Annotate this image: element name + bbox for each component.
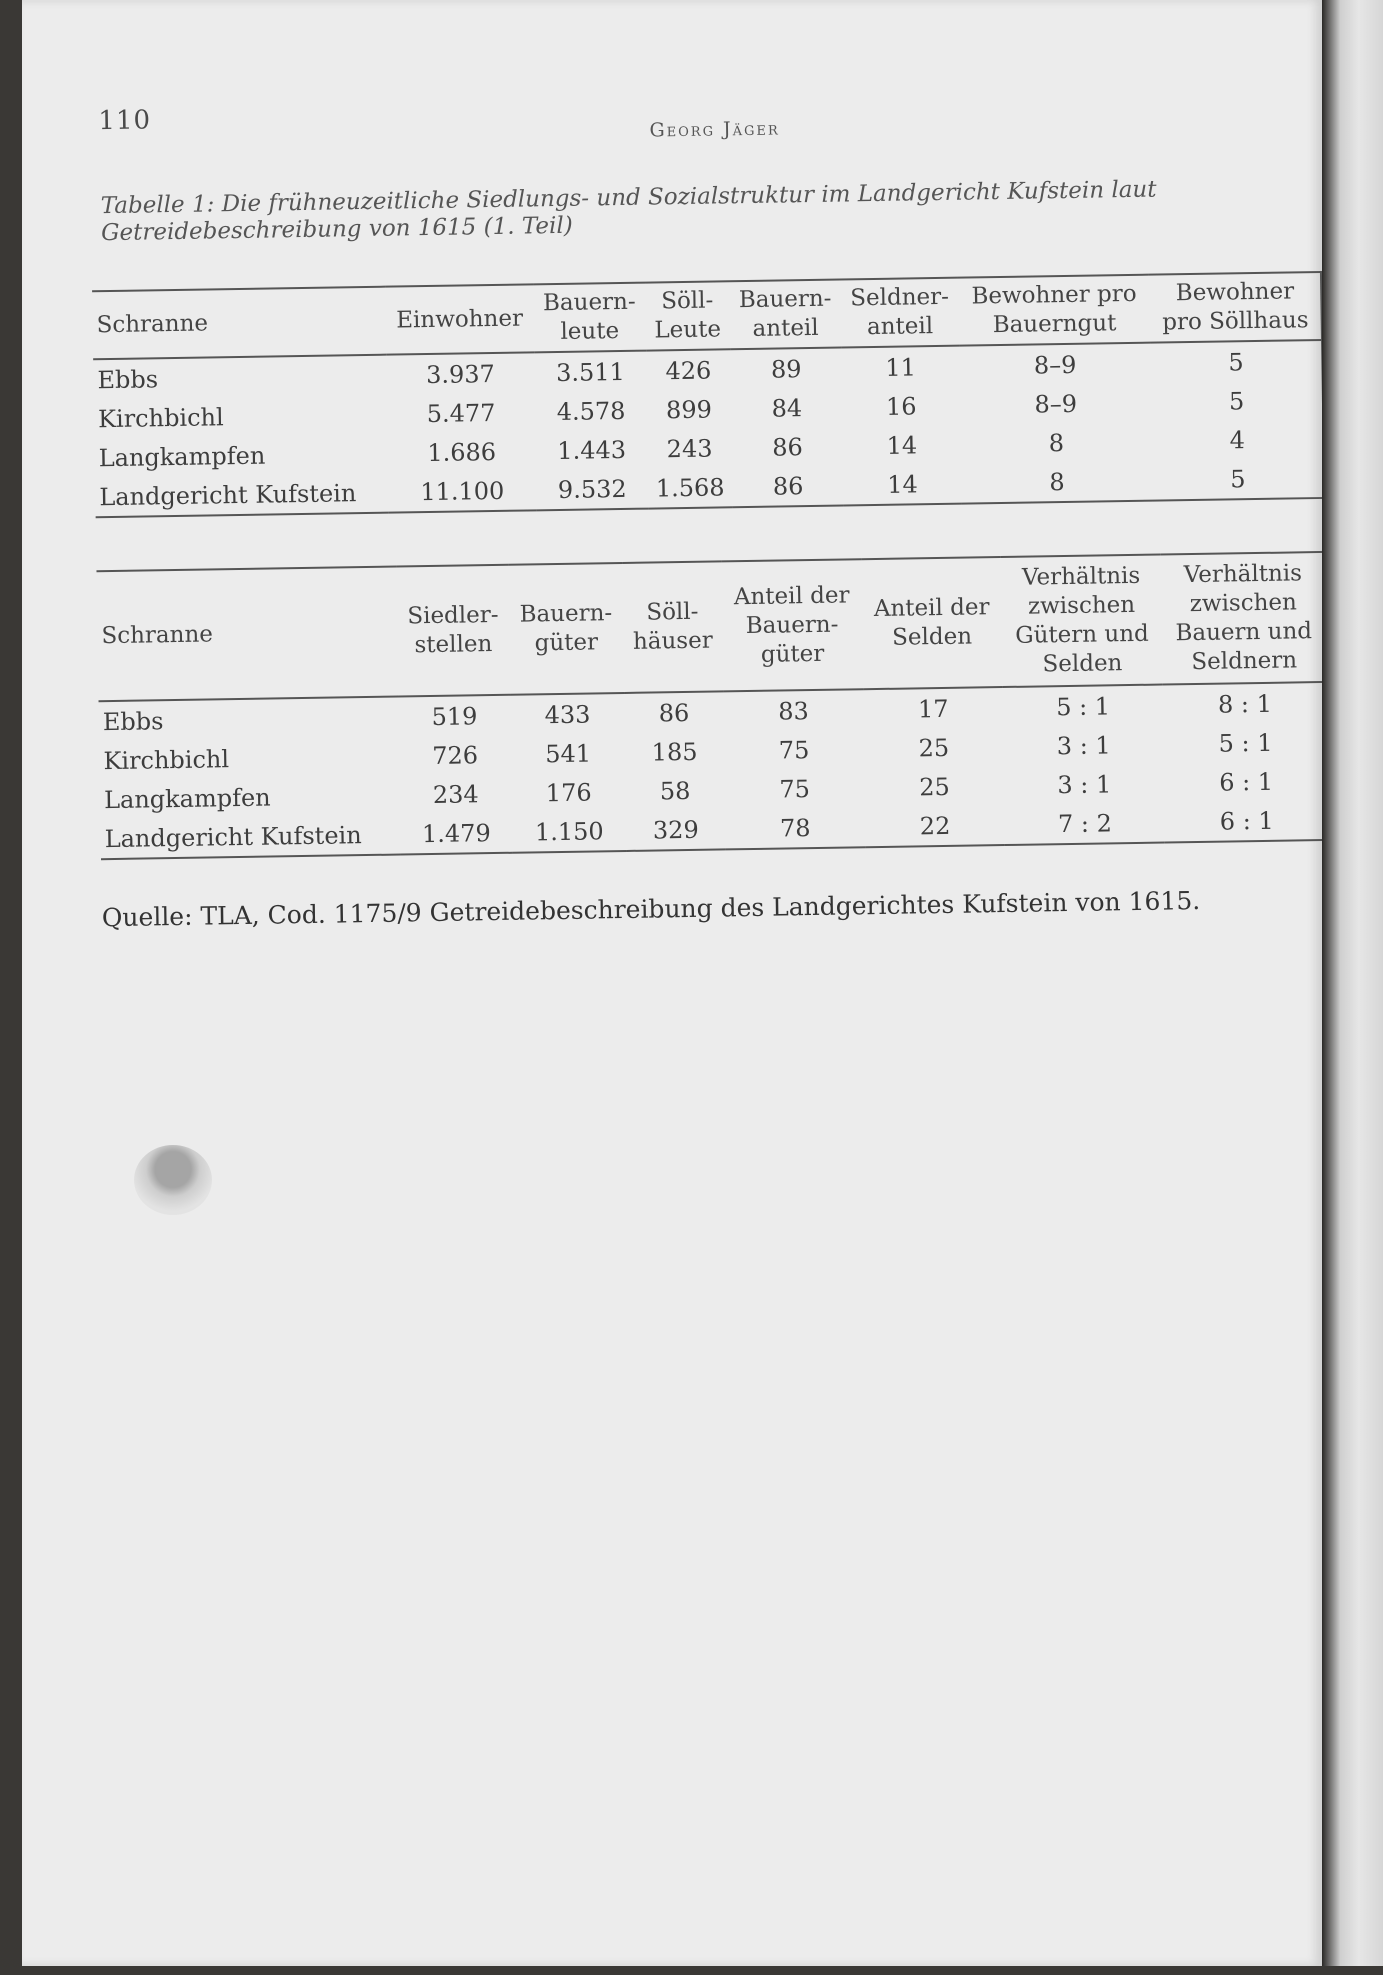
column-header: Bewohner pro Bauerngut xyxy=(958,275,1150,346)
table-cell: 83 xyxy=(777,696,809,726)
paper-hole-mark xyxy=(134,1145,212,1215)
table-cell: 1.443 xyxy=(557,435,627,465)
table-cell: 176 xyxy=(545,778,592,807)
page-content xyxy=(13,0,1344,1975)
page-number: 110 xyxy=(98,105,152,137)
book-page xyxy=(22,0,1322,1966)
table-cell: 3.937 xyxy=(425,359,496,389)
table-cell: 1.479 xyxy=(400,813,513,855)
table-cell: 84 xyxy=(771,393,803,423)
table-cell: 75 xyxy=(778,735,810,765)
column-header: Schranne xyxy=(96,567,398,702)
table-cell: 8–9 xyxy=(1033,350,1077,379)
table-cell: 433 xyxy=(544,700,591,729)
column-header: Siedler- stellen xyxy=(396,565,510,697)
table-cell: 16 xyxy=(885,391,917,421)
column-header: Verhältnis zwischen Gütern und Selden xyxy=(1001,555,1163,687)
table-cell: 1.150 xyxy=(512,811,626,853)
table-cell: 3.511 xyxy=(555,357,626,387)
table-cell: 86 xyxy=(658,698,690,727)
table-caption: Tabelle 1: Die frühneuzeitliche Siedlungs- und Sozialstruktur im Landgericht Kufstein laut Getreidebeschreibung von 1615 (1. Teil) xyxy=(100,176,1157,247)
adjacent-page-edge xyxy=(1322,0,1383,1966)
table-cell: 8–9 xyxy=(1034,389,1078,418)
column-header: Anteil der Selden xyxy=(861,557,1003,689)
table-cell: 25 xyxy=(918,733,950,762)
table-cell: 7 : 2 xyxy=(1005,803,1166,846)
table-part-2 xyxy=(96,551,1330,860)
column-header: Seldner- anteil xyxy=(840,278,959,348)
table-cell: 5.477 xyxy=(426,398,496,428)
table-cell: 541 xyxy=(544,739,592,768)
column-header: Söll- häuser xyxy=(622,561,723,693)
column-header: Bauern- leute xyxy=(533,283,645,353)
table-cell: 3 : 1 xyxy=(1057,769,1112,799)
table-cell: 17 xyxy=(917,694,949,723)
row-label: Langkampfen xyxy=(98,441,266,472)
column-header: Bauern- anteil xyxy=(729,280,841,350)
table-cell: 6 : 1 xyxy=(1165,800,1330,843)
table-cell: 14 xyxy=(843,464,961,506)
column-header: Bewohner pro Söllhaus xyxy=(1149,272,1322,343)
table-cell: 1.686 xyxy=(427,437,497,467)
table-cell: 426 xyxy=(665,356,712,385)
source-note: Quelle: TLA, Cod. 1175/9 Getreidebeschreibung des Landgerichtes Kufstein von 1615. xyxy=(101,885,1201,933)
table-cell: 22 xyxy=(865,805,1005,847)
table-cell: 8 xyxy=(961,461,1153,504)
table-cell: 25 xyxy=(918,772,950,801)
table-body xyxy=(93,340,1324,517)
table-header-row xyxy=(96,552,1327,701)
row-label: Kirchbichl xyxy=(103,744,230,775)
table-cell: 5 xyxy=(1150,340,1322,383)
column-header: Söll- Leute xyxy=(645,281,731,350)
row-label: Kirchbichl xyxy=(97,402,224,433)
table-cell: 899 xyxy=(665,395,713,424)
table-cell: 58 xyxy=(659,776,691,805)
row-label: Landgericht Kufstein xyxy=(95,473,388,518)
table-cell: 234 xyxy=(432,779,479,809)
column-header: Anteil der Bauern- güter xyxy=(721,559,863,691)
table-cell: 5 : 1 xyxy=(1055,691,1111,721)
table-cell: 329 xyxy=(626,809,726,851)
table-cell: 75 xyxy=(779,774,811,804)
table-cell: 86 xyxy=(771,432,803,462)
row-label: Landgericht Kufstein xyxy=(100,815,400,860)
table-cell: 4 xyxy=(1152,419,1324,461)
table-cell: 8 xyxy=(1048,428,1065,457)
table-cell: 185 xyxy=(651,737,698,767)
column-header: Schranne xyxy=(92,287,386,360)
table-body xyxy=(99,682,1330,859)
table-cell: 9.532 xyxy=(536,469,648,511)
running-head: Georg Jäger xyxy=(649,117,780,142)
column-header: Verhältnis zwischen Bauern und Seldnern xyxy=(1161,552,1328,685)
table-cell: 3 : 1 xyxy=(1056,730,1111,760)
table-cell: 11.100 xyxy=(388,470,537,512)
table-cell: 14 xyxy=(886,430,918,460)
row-label: Ebbs xyxy=(102,706,164,736)
table-cell: 8 : 1 xyxy=(1163,682,1328,725)
table-cell: 726 xyxy=(432,740,479,770)
table-cell: 6 : 1 xyxy=(1164,761,1329,803)
column-header: Bauern- güter xyxy=(508,563,624,695)
column-header: Einwohner xyxy=(385,284,535,354)
table-cell: 1.568 xyxy=(648,467,733,508)
row-label: Ebbs xyxy=(97,364,159,394)
table-cell: 243 xyxy=(666,434,713,463)
table-part-1 xyxy=(92,271,1325,518)
row-label: Langkampfen xyxy=(103,783,271,814)
table-cell: 86 xyxy=(732,466,844,508)
table-cell: 89 xyxy=(770,354,802,384)
table-cell: 78 xyxy=(725,807,865,849)
table-cell: 5 xyxy=(1152,458,1324,501)
table-cell: 519 xyxy=(431,701,478,731)
table-cell: 5 : 1 xyxy=(1163,722,1328,764)
table-cell: 4.578 xyxy=(556,396,626,426)
table-cell: 5 xyxy=(1151,380,1323,422)
table-cell: 11 xyxy=(885,352,917,382)
